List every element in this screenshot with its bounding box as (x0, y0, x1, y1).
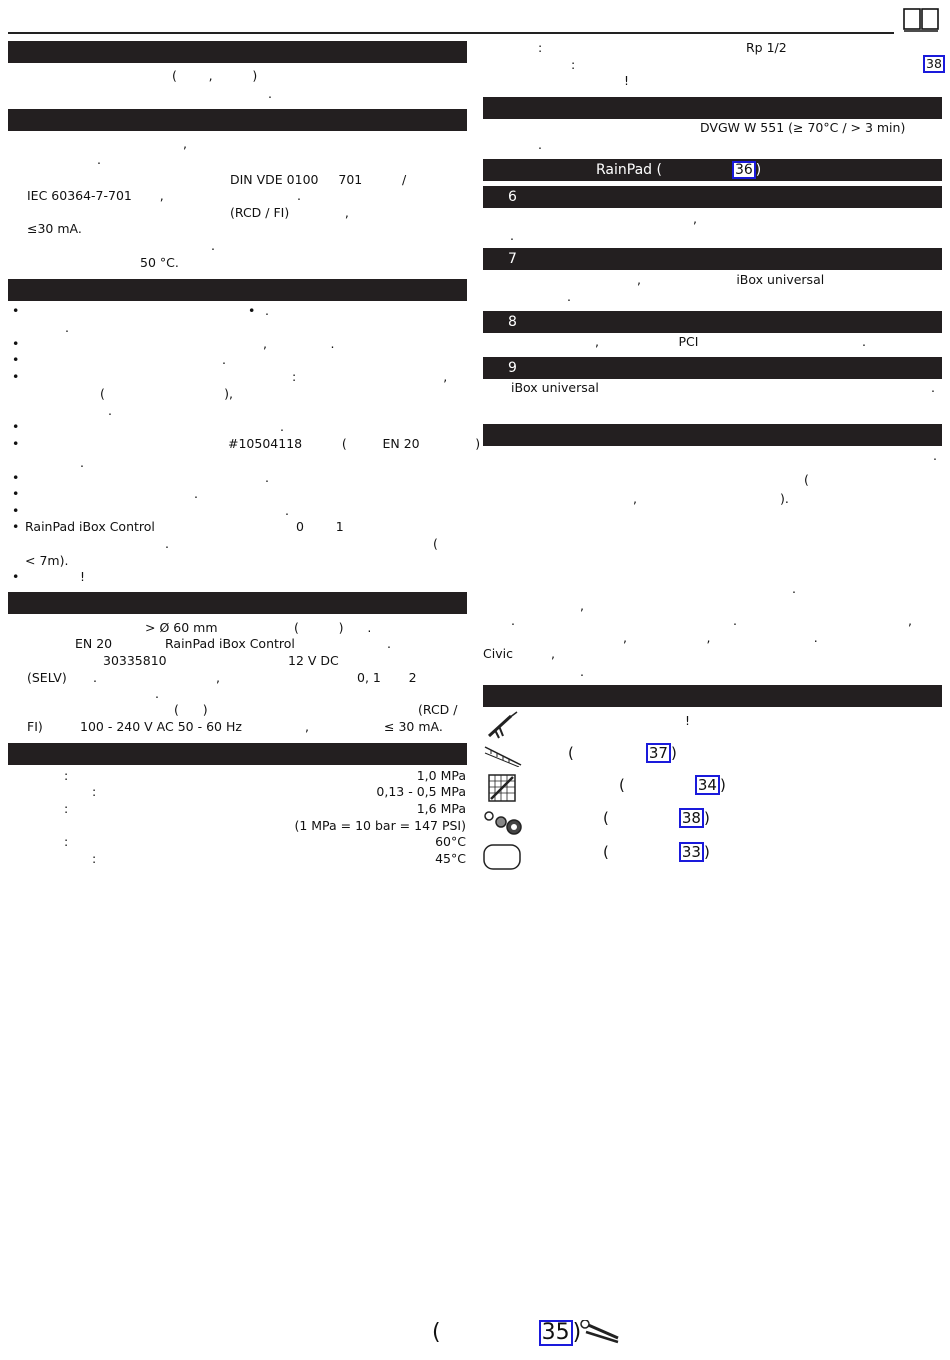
bullet-item: • . (265, 303, 269, 318)
text-line: (RCD / FI) , (230, 205, 349, 220)
text-line: ( (433, 536, 438, 551)
bullet-dot: • (12, 569, 20, 584)
text-line: (RCD / (418, 702, 458, 717)
section-bar (483, 311, 942, 333)
tile-grid-icon (488, 774, 516, 802)
text-line: ! (80, 569, 86, 584)
text-line: ≤30 mA. (27, 221, 82, 236)
section-title: RainPad ( 36 ) (596, 162, 762, 178)
step-number: 8 (508, 314, 517, 330)
page-ref-link[interactable]: 38 (679, 808, 704, 828)
step-number: 6 (508, 189, 517, 205)
text-line: . (511, 613, 515, 628)
spec-value: 1,0 MPa (416, 768, 466, 783)
bullet-dot: • (12, 419, 20, 434)
text-line: < 7m). (25, 553, 69, 568)
text-line: . (108, 403, 112, 418)
text-line: RainPad iBox Control (25, 519, 155, 534)
caulking-gun-icon (485, 710, 519, 740)
text-line: ( (804, 472, 809, 487)
text-line: , (693, 211, 697, 226)
section-bar (483, 685, 942, 707)
text-line: , (305, 719, 309, 734)
bullet-dot: • (12, 369, 20, 384)
tool-ref: ( 33 ) (603, 843, 710, 861)
bullet-dot: • (12, 336, 20, 351)
text-line: EN 20 (75, 636, 113, 651)
section-bar (8, 592, 467, 614)
text-line: , (908, 613, 912, 628)
page-ref-link[interactable]: 35 (539, 1320, 573, 1346)
text-line: ! (624, 73, 630, 88)
spec-colon: : (64, 768, 69, 783)
page-ref-link[interactable]: 34 (695, 775, 720, 795)
text-line: . (93, 670, 97, 685)
text-line: . (510, 228, 514, 243)
text-line: . (285, 503, 289, 518)
bullet-dot: • (12, 486, 20, 501)
page-ref-link[interactable]: 33 (679, 842, 704, 862)
text-line: ≤ 30 mA. (384, 719, 443, 734)
text-line: . (80, 455, 84, 470)
text-line: . (268, 86, 272, 101)
ruler-icon (483, 745, 523, 767)
bullet-dot: • (12, 303, 20, 318)
spec-value: 45°C (435, 851, 466, 866)
page-ref-link[interactable]: 38 (923, 55, 945, 73)
text-line: . (931, 380, 935, 395)
section-bar (8, 41, 467, 63)
text-line: ( ) . (294, 620, 372, 635)
text-line: ( ) (174, 702, 208, 717)
spec-colon: : (64, 801, 69, 816)
section-bar (483, 159, 942, 181)
text-line: DVGW W 551 (≥ 70°C / > 3 min) (700, 120, 906, 135)
text-line: , (183, 136, 187, 151)
text-line: iBox universal (511, 380, 599, 395)
footer-ref: ( 35 ) (432, 1320, 582, 1345)
text-line: . (65, 320, 69, 335)
text-line: , , . (623, 630, 818, 645)
tool-ref: ( 37 ) (568, 744, 677, 762)
bullet-dot: • (12, 436, 20, 451)
bullet-dot: • (12, 519, 20, 534)
text-line: . (862, 334, 866, 349)
text-line: 0 1 (296, 519, 344, 534)
page-ref-link[interactable]: 36 (732, 161, 756, 179)
text-line: . (733, 613, 737, 628)
text-line: . (933, 448, 937, 463)
step-number: 7 (508, 251, 517, 267)
text-line: . (222, 352, 226, 367)
section-bar (483, 357, 942, 379)
section-bar (8, 109, 467, 131)
book-icon (903, 8, 939, 32)
text-line: . (538, 137, 542, 152)
text-line: , (580, 598, 584, 613)
text-line: 100 - 240 V AC 50 - 60 Hz (80, 719, 242, 734)
page-ref-link[interactable]: 37 (646, 743, 671, 763)
tool-ref: ( 34 ) (619, 776, 726, 794)
text-line: (SELV) (27, 670, 67, 685)
text-line: IEC 60364-7-701 , (27, 188, 164, 203)
text-line: . (792, 581, 796, 596)
text-line: #10504118 ( EN 20 ) (228, 436, 481, 451)
text-line: : , (292, 369, 448, 384)
text-line: . (280, 419, 284, 434)
text-line: ( , ) (172, 68, 258, 83)
section-bar (483, 424, 942, 446)
text-line: Civic (483, 646, 513, 661)
text-line: 12 V DC (288, 653, 339, 668)
text-line: . (155, 686, 159, 701)
text-line: . (165, 536, 169, 551)
text-line: . (580, 664, 584, 679)
text-line: . (97, 152, 101, 167)
step-number: 9 (508, 360, 517, 376)
text-line: . (211, 238, 215, 253)
text-line: : (571, 57, 576, 72)
text-line: . (387, 636, 391, 651)
text-line: , (216, 670, 220, 685)
rounded-rectangle-icon (483, 844, 521, 870)
bullet-dot: • (12, 470, 20, 485)
text-line: DIN VDE 0100 701 / (230, 172, 407, 187)
section-bar (8, 279, 467, 301)
section-bar (483, 97, 942, 119)
text-line: 0, 1 2 (357, 670, 417, 685)
fittings-icon (483, 810, 523, 836)
spec-colon: : (64, 834, 69, 849)
bullet-dot: • (12, 352, 20, 367)
text-line: . (265, 470, 269, 485)
header-rule (8, 32, 894, 34)
tools-icon (580, 1320, 622, 1344)
spec-value: (1 MPa = 10 bar = 147 PSI) (294, 818, 466, 833)
tool-ref: ( 38 ) (603, 809, 710, 827)
text-line: ( ), (100, 386, 233, 401)
tool-note: ! (685, 713, 691, 728)
spec-colon: : (92, 851, 97, 866)
spec-value: 60°C (435, 834, 466, 849)
text-line: , iBox universal (637, 272, 825, 287)
spec-value: 0,13 - 0,5 MPa (376, 784, 466, 799)
spec-colon: : (92, 784, 97, 799)
spec-value: 1,6 MPa (416, 801, 466, 816)
text-line: , PCI (595, 334, 699, 349)
text-line: , ). (633, 491, 789, 506)
text-line: . (194, 486, 198, 501)
text-line: Rp 1/2 (746, 40, 787, 55)
text-line: . (567, 289, 571, 304)
text-line: > Ø 60 mm (145, 620, 218, 635)
text-line: . (297, 188, 301, 203)
text-line: FI) (27, 719, 43, 734)
text-line: , . (263, 336, 335, 351)
text-line: 30335810 (103, 653, 167, 668)
section-bar (8, 743, 467, 765)
text-line: , (551, 646, 555, 661)
section-bar (483, 186, 942, 208)
section-bar (483, 248, 942, 270)
text-line: 50 °C. (140, 255, 179, 270)
text-line: RainPad iBox Control (165, 636, 295, 651)
text-line: : (538, 40, 543, 55)
bullet-dot: • (12, 503, 20, 518)
